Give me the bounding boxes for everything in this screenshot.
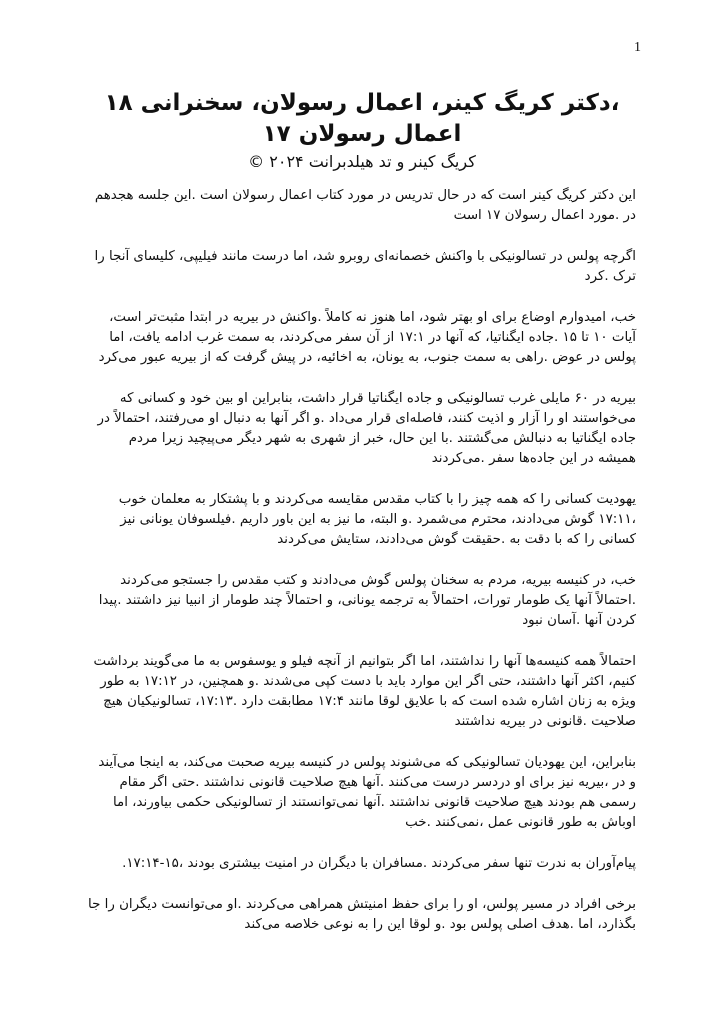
page-number: 1: [634, 40, 641, 55]
paragraph: بیریه در ۶۰ مایلی غرب تسالونیکی و جاده ایگناتیا قرار داشت، بنابراین او بین خود و کسانی که می‌خواستند او را آزار و اذیت کنند، فاصله‌ای قرار می‌داد .و اگر آنها به دنبال او می‌رفتند، احتمالاً در جاده ایگناتیا به دنبالش می‌گشتند .با این حال، خبر از شهری به شهر دیگر می‌پیچید زیرا مردم همیشه در این جاده‌ها سفر .می‌کردند: [97, 391, 636, 466]
paragraph: یهودیت کسانی را که همه چیز را با کتاب مقدس مقایسه می‌کردند و با پشتکار به معلمان خوب ،۱۷:۱۱ گوش می‌دادند، محترم می‌شمرد .و البته، ما نیز به این باور داریم .فیلسوفان یونانی نیز کسانی را که با دقت به .حقیقت گوش می‌دادند، ستایش می‌کردند: [118, 492, 636, 547]
paragraph: اگرچه پولس در تسالونیکی با واکنش خصمانه‌ای روبرو شد، اما درست مانند فیلیپی، کلیسای آنجا را ترک .کرد: [94, 249, 636, 284]
paragraph: این دکتر کریگ کینر است که در حال تدریس در مورد کتاب اعمال رسولان است .این جلسه هجدهم در .مورد اعمال رسولان ۱۷ است: [94, 188, 636, 223]
copyright-line: کریگ کینر و تد هیلدبرانت ۲۰۲۴ ©: [248, 152, 476, 171]
paragraph: خب، در کنیسه بیریه، مردم به سخنان پولس گوش می‌دادند و کتب مقدس را جستجو می‌کردند .احتمالاً آنها یک طومار تورات، احتمالاً به ترجمه یونانی، و احتمالاً چند طومار از انبیا نیز داشتند .پیدا کردن آنها .آسان نبود: [98, 573, 636, 628]
paragraph: خب، امیدوارم اوضاع برای او بهتر شود، اما هنوز نه کاملاً .واکنش در بیریه در ابتدا مثبت‌تر است، آیات ۱۰ تا ۱۵ .جاده ایگناتیا، که آنها در ۱۷:۱ از آن سفر می‌کردند، به سمت غرب ادامه یافت، اما پولس در عوض .راهی به سمت جنوب، به یونان، به اخائیه، در پیش گرفت که از بیریه عبور می‌کرد: [98, 310, 636, 365]
paragraph: بنابراین، این یهودیان تسالونیکی که می‌شنوند پولس در کنیسه بیریه صحبت می‌کند، به اینجا می‌آیند و در ،بیریه نیز برای او دردسر درست می‌کنند .آنها هیچ صلاحیت قانونی نداشتند .حتی اگر مقام رسمی هم بودند هیچ صلاحیت قانونی نداشتند .آنها نمی‌توانستند از تسالونیکی حکمی بیاورند، اما اوباش به طور قانونی عمل ،نمی‌کنند .خب: [98, 755, 636, 830]
page-title: [60, 88, 664, 150]
paragraph: احتمالاً همه کنیسه‌ها آنها را نداشتند، اما اگر بتوانیم از آنچه فیلو و یوسفوس به ما می‌گویند برداشت کنیم، اکثر آنها داشتند، حتی اگر این موارد باید با دست کپی می‌شدند .و همچنین، در ۱۷:۱۲ به طور ویژه به زنان اشاره شده است که با علایق لوقا مانند ۱۷:۴ مطابقت دارد .۱۷:۱۳، تسالونیکیان هیچ صلاحیت .قانونی در بیریه نداشتند: [93, 654, 636, 729]
title-line-1: ،دکتر کریگ کینر، اعمال رسولان، سخنرانی ۱۸: [104, 90, 620, 116]
title-line-2: اعمال رسولان ۱۷: [262, 121, 462, 147]
paragraph: پیام‌آوران به ندرت تنها سفر می‌کردند .مسافران با دیگران در امنیت بیشتری بودند ،۱۵-۱۷:۱۴.: [122, 856, 636, 871]
document-body: [88, 186, 636, 956]
paragraph: برخی افراد در مسیر پولس، او را برای حفظ امنیتش همراهی می‌کردند .او می‌توانست دیگران را جا بگذارد، اما .هدف اصلی پولس بود .و لوقا این را به نوعی خلاصه می‌کند: [88, 897, 636, 932]
